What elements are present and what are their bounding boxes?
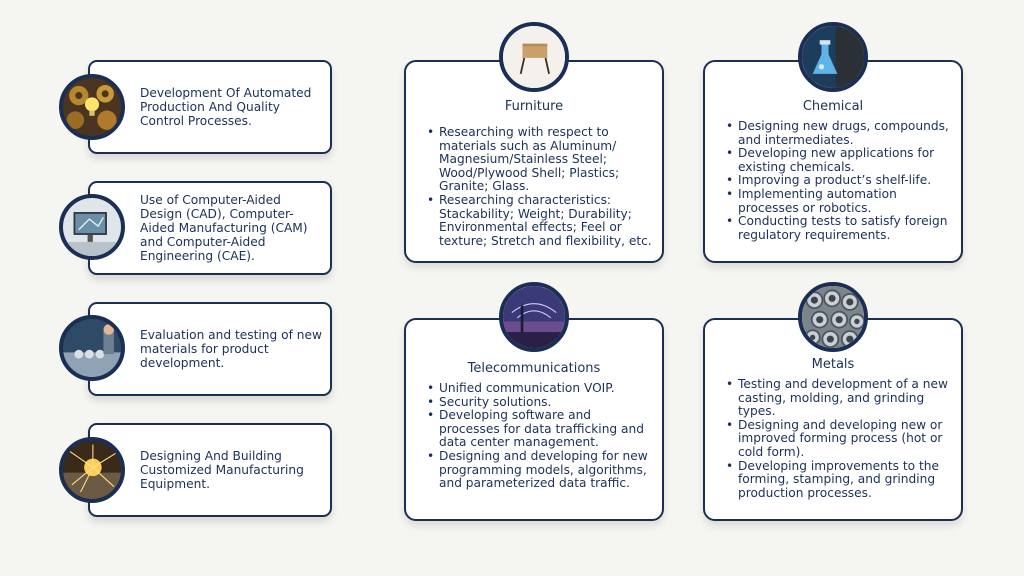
list-item: • Improving a product’s shelf-life. <box>738 174 953 188</box>
furniture-title: Furniture <box>504 99 564 114</box>
furniture-list <box>426 126 654 248</box>
cad-monitor-icon <box>59 194 125 260</box>
left-card-text: Use of Computer-Aided Design (CAD), Computer-Aided Manufacturing (CAM) and Computer-Aided Engineering (CAE). <box>140 193 308 263</box>
chemical-list <box>725 120 953 242</box>
list-item: • Conducting tests to satisfy foreign regulatory requirements. <box>738 215 953 242</box>
list-item: • Researching characteristics: Stackability; Weight; Durability; Environmental effects; Feel or texture; Stretch and flexibility, etc. <box>439 194 654 248</box>
list-item: • Developing improvements to the forming, stamping, and grinding production processes. <box>738 460 953 501</box>
list-item: • Testing and development of a new casting, molding, and grinding types. <box>738 378 953 419</box>
metal-pipes-icon <box>798 282 868 352</box>
list-item: • Developing software and processes for data trafficking and data center management. <box>439 409 654 450</box>
chemical-title: Chemical <box>802 99 864 114</box>
metals-list <box>725 378 953 500</box>
list-item: • Designing and developing new or improved forming process (hot or cold form). <box>738 419 953 460</box>
left-card-text: Evaluation and testing of new materials for product development. <box>140 328 322 370</box>
gears-lightbulb-icon <box>59 74 125 140</box>
chemical-flask-icon <box>798 22 868 92</box>
list-item: • Security solutions. <box>439 396 654 410</box>
welding-sparks-icon <box>59 437 125 503</box>
telecom-list <box>426 382 654 491</box>
telecom-tower-icon <box>499 282 569 352</box>
list-item: • Researching with respect to materials such as Aluminum/ Magnesium/Stainless Steel; Wood/Plywood Shell; Plastics; Granite; Glass. <box>439 126 654 194</box>
telecom-title: Telecommunications <box>467 361 601 376</box>
list-item: • Implementing automation processes or robotics. <box>738 188 953 215</box>
furniture-table-icon <box>499 22 569 92</box>
list-item: • Developing new applications for existing chemicals. <box>738 147 953 174</box>
list-item: • Designing and developing for new programming models, algorithms, and parameterized data traffic. <box>439 450 654 491</box>
left-card-text: Designing And Building Customized Manufacturing Equipment. <box>140 449 304 491</box>
left-card-text: Development Of Automated Production And Quality Control Processes. <box>140 86 312 128</box>
metals-title: Metals <box>811 357 855 372</box>
list-item: • Unified communication VOIP. <box>439 382 654 396</box>
list-item: • Designing new drugs, compounds, and intermediates. <box>738 120 953 147</box>
lab-testing-icon <box>59 315 125 381</box>
